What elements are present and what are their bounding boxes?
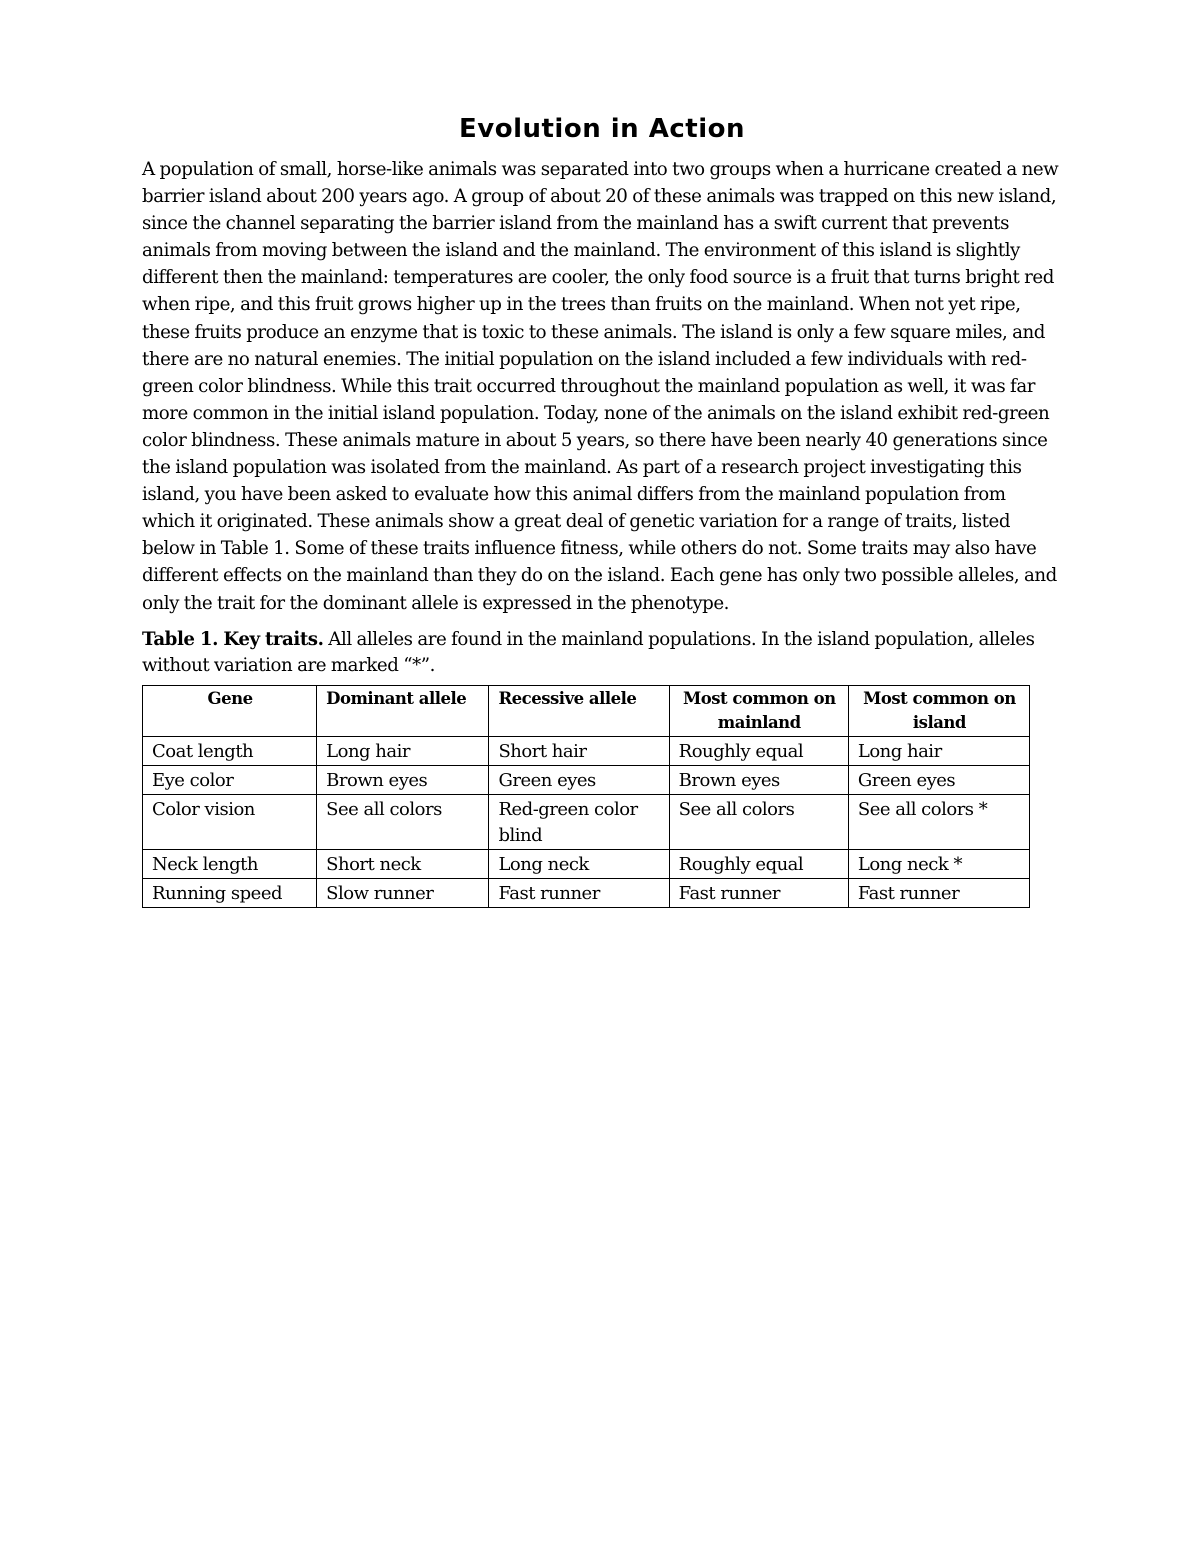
cell-recessive: Red-green color blind [489, 794, 669, 849]
cell-island: Green eyes [848, 765, 1029, 794]
cell-mainland: Brown eyes [669, 765, 848, 794]
table-row [143, 849, 1030, 878]
cell-island: Fast runner [848, 878, 1029, 907]
cell-dominant: See all colors [317, 794, 489, 849]
cell-dominant: Short neck [317, 849, 489, 878]
cell-recessive: Short hair [489, 736, 669, 765]
table-row [143, 878, 1030, 907]
cell-recessive: Long neck [489, 849, 669, 878]
intro-paragraph: A population of small, horse-like animals was separated into two groups when a hurricane created a new barrier island about 200 years ago. A group of about 20 of these animals was trapped on this new island, since the channel separating the barrier island from the mainland has a swift current that prevents animals from moving between the island and the mainland. The environment of this island is slightly different then the mainland: temperatures are cooler, the only food source is a fruit that turns bright red when ripe, and this fruit grows higher up in the trees than fruits on the mainland. When not yet ripe, these fruits produce an enzyme that is toxic to these animals. The island is only a few square miles, and there are no natural enemies. The initial population on the island included a few individuals with red-green color blindness. While this trait occurred throughout the mainland population as well, it was far more common in the initial island population. Today, none of the animals on the island exhibit red-green color blindness. These animals mature in about 5 years, so there have been nearly 40 generations since the island population was isolated from the mainland. As part of a research project investigating this island, you have been asked to evaluate how this animal differs from the mainland population from which it originated. These animals show a great deal of genetic variation for a range of traits, listed below in Table 1. Some of these traits influence fitness, while others do not. Some traits may also have different effects on the mainland than they do on the island. Each gene has only two possible alleles, and only the trait for the dominant allele is expressed in the phenotype. [142, 159, 1059, 614]
table-row [143, 736, 1030, 765]
header-recessive-allele: Recessive allele [489, 685, 669, 736]
table-caption-text: All alleles are found in the mainland populations. In the island population, alleles without variation are marked “*”. [142, 628, 1035, 676]
cell-recessive: Fast runner [489, 878, 669, 907]
traits-table [142, 685, 1030, 908]
page-title: Evolution in Action [459, 114, 745, 144]
cell-mainland: See all colors [669, 794, 848, 849]
table-caption-label: Table 1. Key traits. [142, 628, 324, 650]
cell-recessive: Green eyes [489, 765, 669, 794]
cell-dominant: Brown eyes [317, 765, 489, 794]
cell-gene: Neck length [143, 849, 317, 878]
cell-gene: Running speed [143, 878, 317, 907]
cell-gene: Color vision [143, 794, 317, 849]
table-header-row [143, 685, 1030, 736]
header-gene: Gene [143, 685, 317, 736]
cell-dominant: Long hair [317, 736, 489, 765]
cell-island: See all colors * [848, 794, 1029, 849]
header-dominant-allele: Dominant allele [317, 685, 489, 736]
cell-island: Long hair [848, 736, 1029, 765]
header-common-mainland: Most common on mainland [669, 685, 848, 736]
cell-mainland: Roughly equal [669, 849, 848, 878]
table-caption [142, 627, 1062, 679]
document-page [142, 112, 1062, 908]
header-common-island: Most common on island [848, 685, 1029, 736]
cell-island: Long neck * [848, 849, 1029, 878]
cell-dominant: Slow runner [317, 878, 489, 907]
cell-mainland: Roughly equal [669, 736, 848, 765]
cell-gene: Coat length [143, 736, 317, 765]
cell-mainland: Fast runner [669, 878, 848, 907]
table-row [143, 794, 1030, 849]
cell-gene: Eye color [143, 765, 317, 794]
table-row [143, 765, 1030, 794]
